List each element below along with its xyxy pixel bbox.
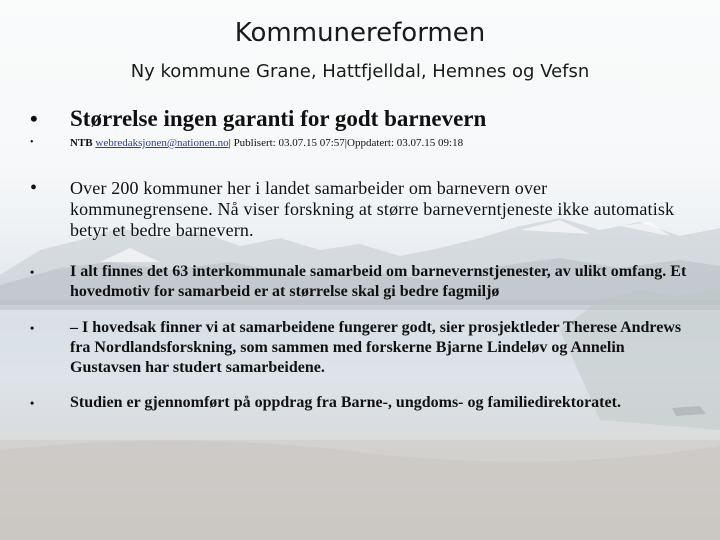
separator: |	[228, 137, 231, 149]
body-paragraph-text: – I hovedsak finner vi at samarbeidene fungerer godt, sier prosjektleder Therese Andrews fra Nordlandsforskning, som sammen med forskerne Bjarne Lindeløv og Annelin Gustavsen har studert samarbeidene.	[70, 319, 682, 376]
bullet-marker: •	[30, 396, 35, 410]
lead-paragraph-text: Over 200 kommuner her i landet samarbeider om barnevern over kommunegrensene. Nå viser forskning at større barneverntjeneste ikke automatisk betyr et bedre barnevern.	[70, 178, 675, 240]
slide-subtitle: Ny kommune Grane, Hattfjelldal, Hemnes og Vefsn	[130, 61, 590, 82]
bullet-marker: •	[30, 106, 38, 131]
source-label: NTB	[70, 137, 93, 149]
bullet-marker: •	[30, 265, 35, 279]
updated-timestamp: Oppdatert: 03.07.15 09:18	[347, 137, 464, 149]
email-link[interactable]: webredaksjonen@nationen.no	[95, 137, 229, 149]
article-meta-line	[70, 137, 463, 149]
body-paragraph-text: I alt finnes det 63 interkommunale samarbeid om barnevernstjenester, av ulikt omfang. Et hovedmotiv for samarbeid er at størrelse skal gi bedre fagmiljø	[70, 263, 687, 300]
separator: |	[344, 137, 347, 149]
slide-title: Kommunereformen	[234, 18, 486, 48]
article-heading-text: Størrelse ingen garanti for godt barnevern	[70, 106, 487, 131]
body-paragraph-text: Studien er gjennomført på oppdrag fra Barne-, ungdoms- og familiedirektoratet.	[70, 394, 621, 411]
bullet-marker: •	[30, 177, 38, 199]
published-timestamp: Publisert: 03.07.15 07:57	[233, 137, 345, 149]
bullet-marker: •	[30, 137, 34, 148]
bullet-marker: •	[30, 321, 35, 335]
